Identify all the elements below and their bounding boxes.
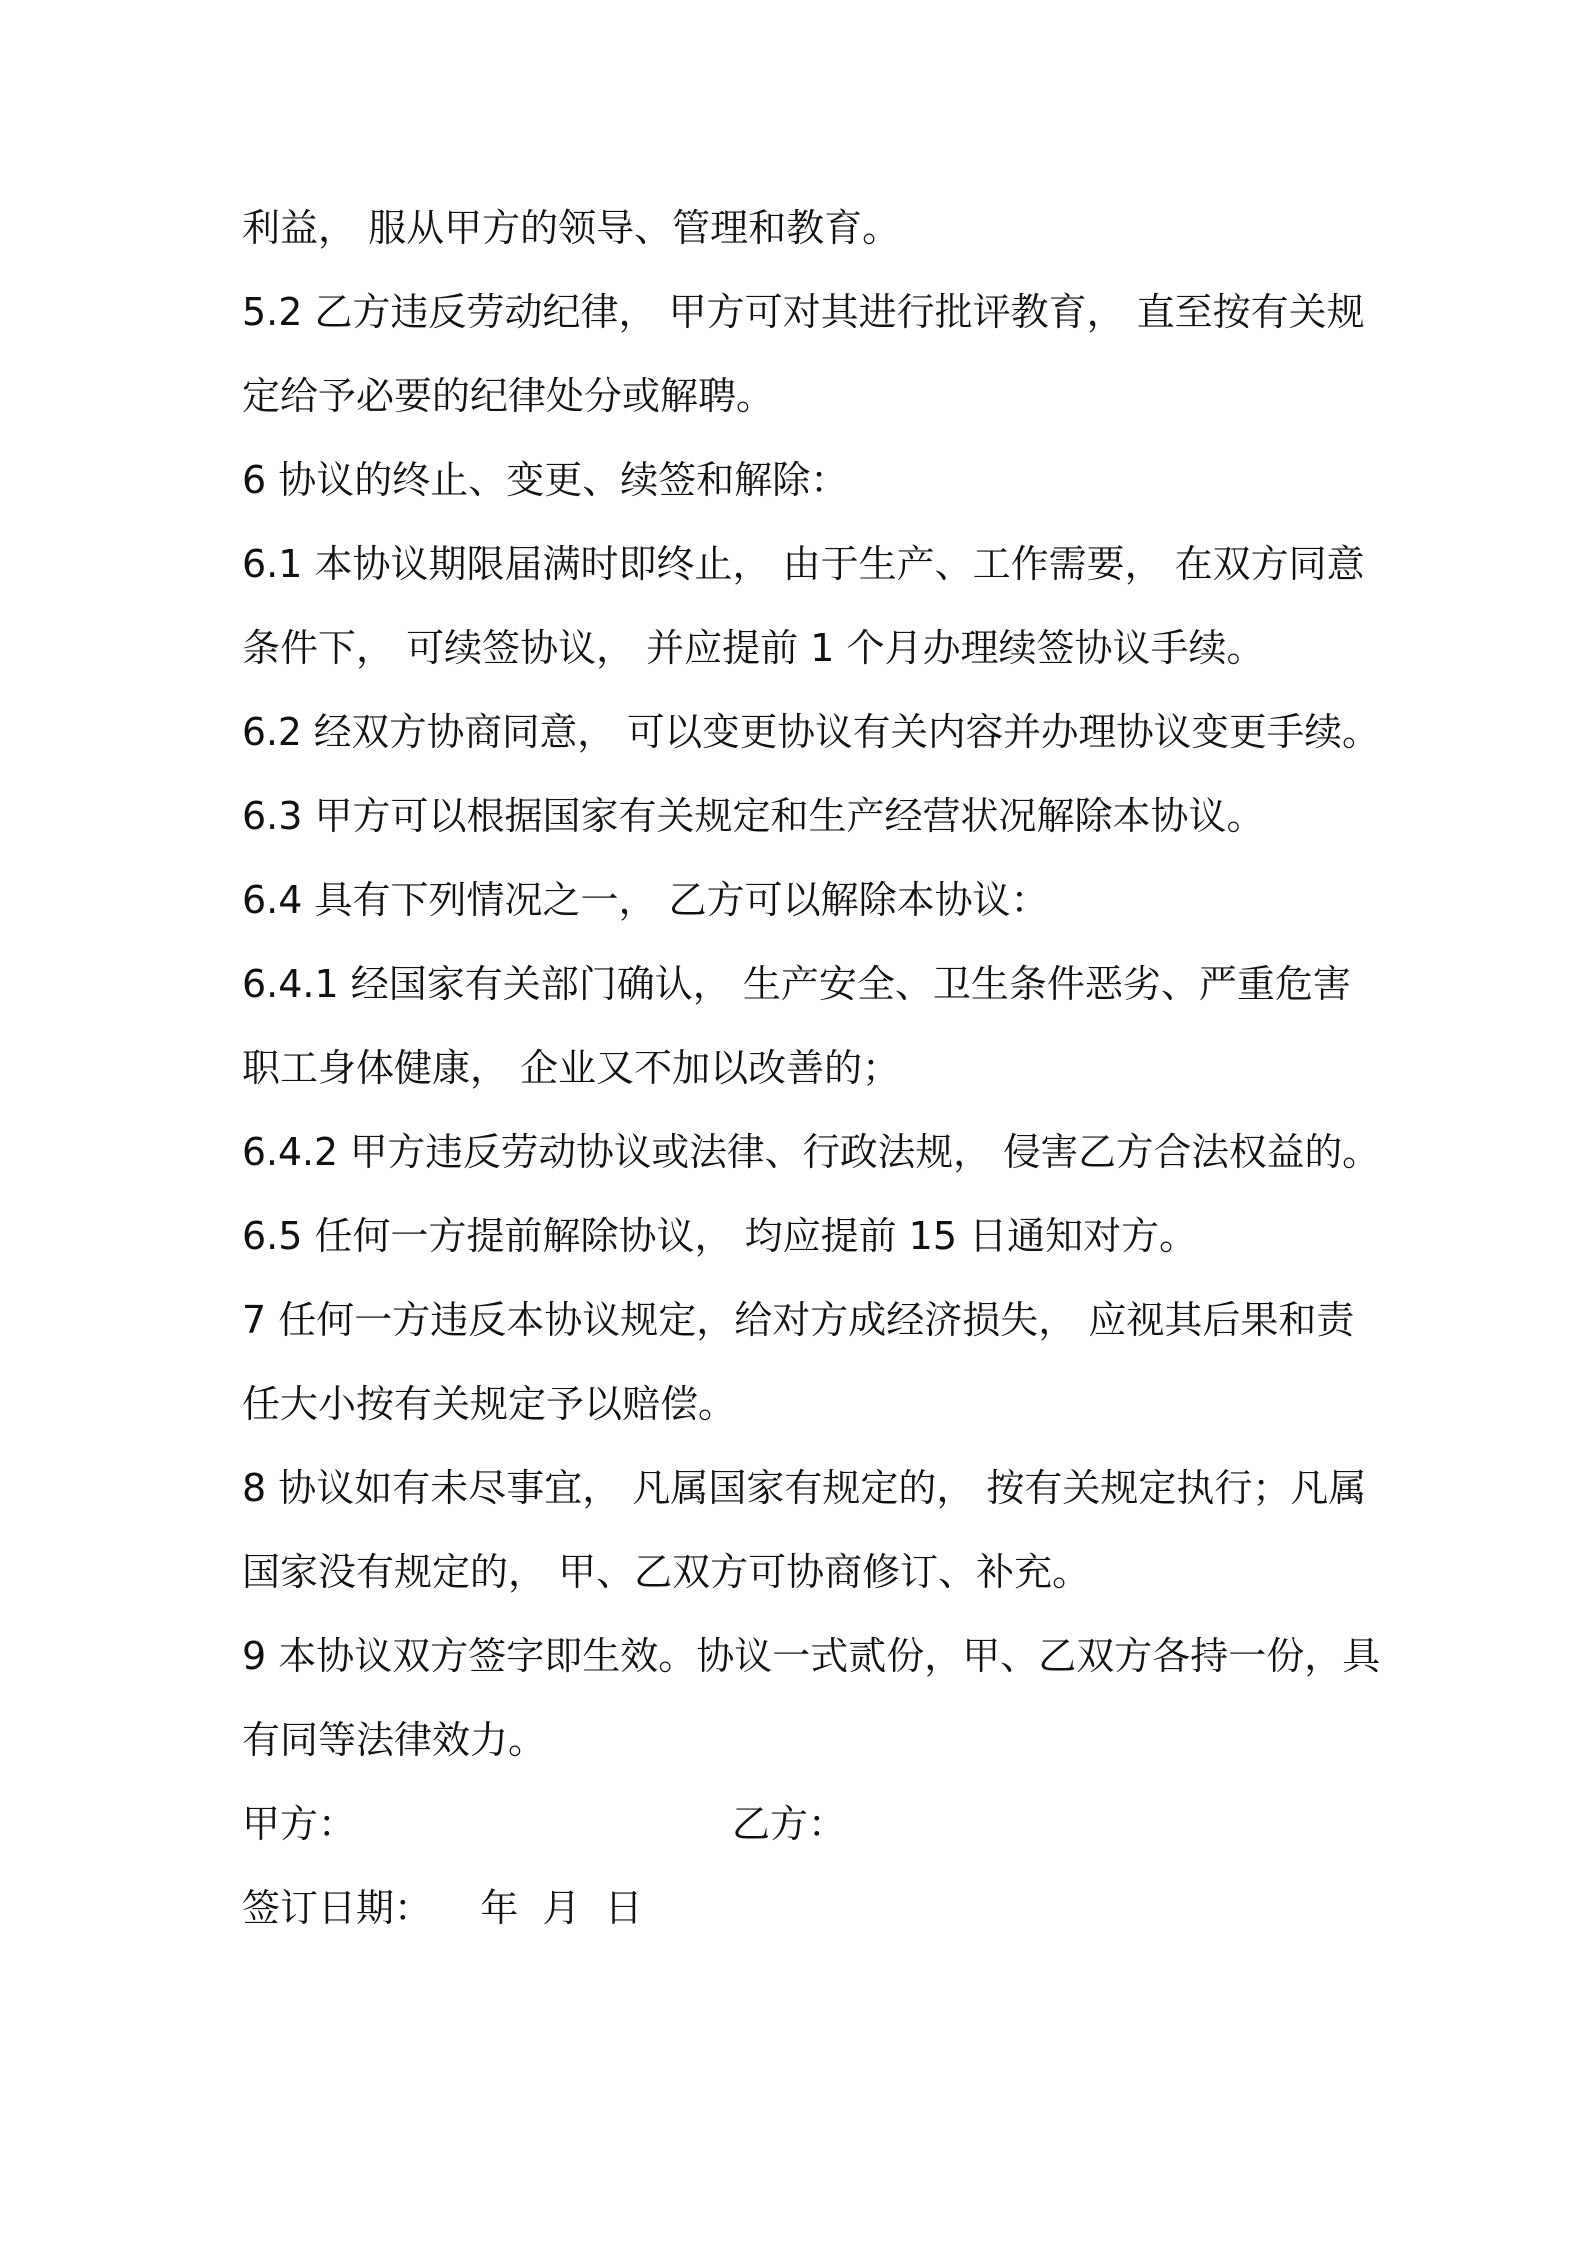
- text-line-12: 6.4.2 甲方违反劳动协议或法律、行政法规， 侵害乙方合法权益的。: [242, 1130, 1380, 1174]
- text-line-6: 条件下， 可续签协议， 并应提前 1 个月办理续签协议手续。: [242, 626, 1265, 670]
- text-line-8: 6.3 甲方可以根据国家有关规定和生产经营状况解除本协议。: [242, 794, 1265, 838]
- text-line-16: 8 协议如有未尽事宜， 凡属国家有规定的， 按有关规定执行；凡属: [242, 1466, 1367, 1510]
- text-line-19: 有同等法律效力。: [242, 1718, 547, 1762]
- party-a-signature-label: 甲方：: [242, 1802, 357, 1846]
- party-b-signature-label: 乙方：: [732, 1802, 847, 1846]
- text-line-17: 国家没有规定的， 甲、乙双方可协商修订、补充。: [242, 1550, 1091, 1594]
- text-line-13: 6.5 任何一方提前解除协议， 均应提前 15 日通知对方。: [242, 1214, 1198, 1258]
- text-line-14: 7 任何一方违反本协议规定，给对方成经济损失， 应视其后果和责: [242, 1298, 1355, 1342]
- text-line-2: 5.2 乙方违反劳动纪律， 甲方可对其进行批评教育， 直至按有关规: [242, 290, 1365, 334]
- text-line-18: 9 本协议双方签字即生效。协议一式贰份，甲、乙双方各持一份，具: [242, 1634, 1381, 1678]
- text-line-3: 定给予必要的纪律处分或解聘。: [242, 374, 775, 418]
- text-line-4: 6 协议的终止、变更、续签和解除：: [242, 458, 849, 502]
- text-line-11: 职工身体健康， 企业又不加以改善的；: [242, 1046, 901, 1090]
- text-line-5: 6.1 本协议期限届满时即终止， 由于生产、工作需要， 在双方同意: [242, 542, 1365, 586]
- text-line-7: 6.2 经双方协商同意， 可以变更协议有关内容并办理协议变更手续。: [242, 710, 1380, 754]
- text-line-1: 利益， 服从甲方的领导、管理和教育。: [242, 206, 901, 250]
- text-line-10: 6.4.1 经国家有关部门确认， 生产安全、卫生条件恶劣、严重危害: [242, 962, 1351, 1006]
- text-line-15: 任大小按有关规定予以赔偿。: [242, 1382, 737, 1426]
- text-line-9: 6.4 具有下列情况之一， 乙方可以解除本协议：: [242, 878, 1049, 922]
- signing-date-label: 签订日期： 年 月 日: [242, 1886, 643, 1930]
